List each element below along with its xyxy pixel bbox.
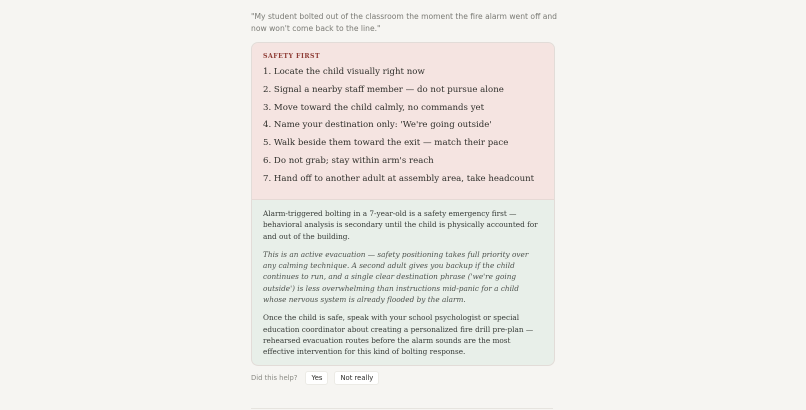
safety-step: 2. Signal a nearby staff member — do not pursue alone: [263, 84, 504, 95]
safety-step: 5. Walk beside them toward the exit — match their pace: [263, 138, 509, 149]
feedback-no-button[interactable]: Not really: [334, 371, 379, 385]
safety-step: 6. Do not grab; stay within arm's reach: [263, 155, 434, 166]
response-card: [251, 42, 555, 366]
safety-step: 1. Locate the child visually right now: [263, 67, 425, 77]
safety-step: 4. Name your destination only: 'We're going outside': [263, 120, 492, 131]
explanation-paragraph: Alarm-triggered bolting in a 7-year-old is a safety emergency first — behavioral analysis is secondary until the child is physically accounted for and out of the building.: [263, 209, 538, 241]
explanation-paragraph-italic: This is an active evacuation — safety positioning takes full priority over any calming technique. A second adult gives you backup if the child continues to run, and a single clear destination phrase ('we're going outside') is less overwhelming than instructions mid-panic for a child whose nervous system is already flooded by the alarm.: [263, 249, 529, 305]
feedback-bar: [251, 371, 379, 385]
feedback-yes-button[interactable]: Yes: [305, 371, 328, 385]
safety-title: SAFETY FIRST: [263, 53, 321, 60]
feedback-label: Did this help?: [251, 374, 298, 382]
safety-step: 7. Hand off to another adult at assembly area, take headcount: [263, 173, 535, 184]
explanation-section: [252, 200, 554, 358]
explanation-paragraph: Once the child is safe, speak with your school psychologist or special education coordinator about creating a personalized fire drill pre-plan — rehearsed evacuation routes before the alarm sounds are the most effective intervention for this kind of bolting response.: [263, 313, 534, 357]
safety-section: [252, 43, 554, 200]
divider: [251, 408, 553, 409]
safety-steps: [263, 64, 543, 189]
user-prompt: "My student bolted out of the classroom the moment the fire alarm went off and now won't come back to the line.": [251, 12, 557, 33]
safety-step: 3. Move toward the child calmly, no commands yet: [263, 102, 485, 113]
